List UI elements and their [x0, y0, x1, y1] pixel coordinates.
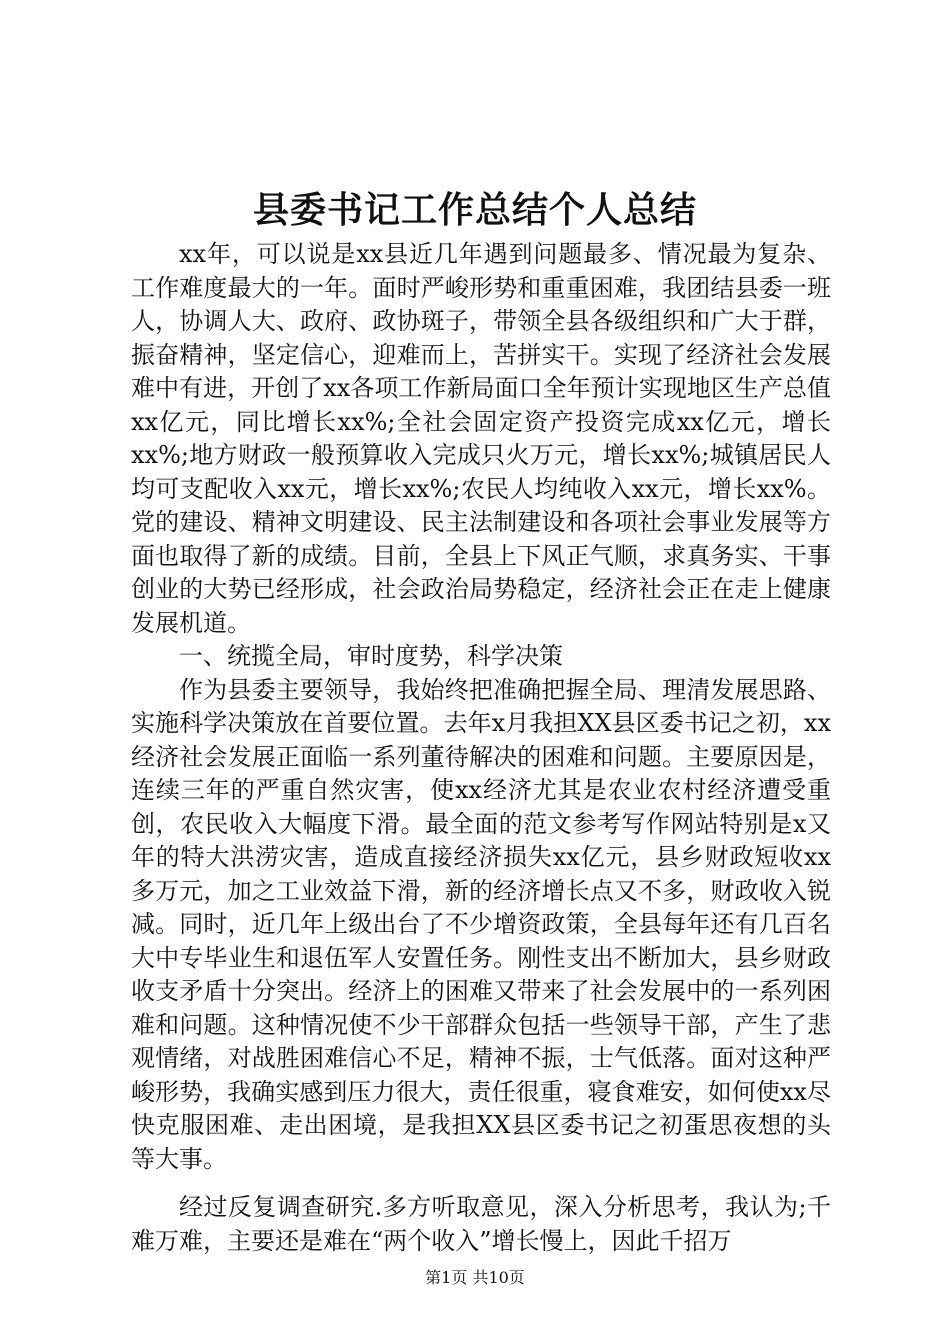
page-number-footer: 第1页 共10页: [425, 1268, 525, 1287]
paragraph-section-1: 作为县委主要领导，我始终把准确把握全局、理清发展思路、实施科学决策放在首要位置。去年x月我担XX县区委书记之初，xx经济社会发展正面临一系列董待解决的困难和问题。主要原因是，连续三年的严重自然灾害，使xx经济尤其是农业农村经济遭受重创，农民收入大幅度下滑。最全面的范文参考写作网站特别是x又年的特大洪涝灾害，造成直接经济损失xx亿元，县乡财政短收xx多万元，加之工业效益下滑，新的经济增长点又不多，财政收入锐减。同时，近几年上级出台了不少增资政策，全县每年还有几百名大中专毕业生和退伍军人安置任务。刚性支出不断加大，县乡财政收支矛盾十分突出。经济上的困难又带来了社会发展中的一系列困难和问题。这种情况使不少干部群众包括一些领导干部，产生了悲观情绪，对战胜困难信心不足，精神不振，士气低落。面对这种严峻形势，我确实感到压力很大，责任很重，寝食难安，如何使xx尽快克服困难、走出困境，是我担XX县区委书记之初蛋思夜想的头等大事。: [131, 675, 831, 1173]
paragraph-continued: 经过反复调查研究.多方听取意见，深入分析思考，我认为;千难万难，主要还是难在“两个收入”增长慢上，因此千招万: [131, 1193, 831, 1255]
document-title: 县委书记工作总结个人总结: [252, 189, 697, 231]
paragraph-intro: xx年，可以说是xx县近几年遇到问题最多、情况最为复杂、工作难度最大的一年。面时严峻形势和重重困难，我团结县委一班人，协调人大、政府、政协斑子，带领全县各级组织和广大于群，振奋精神，坚定信心，迎难而上，苦拼实干。实现了经济社会发展难中有进，开创了xx各项工作新局面口全年预计实现地区生产总值xx亿元，同比增长xx%;全社会固定资产投资完成xx亿元，增长xx%;地方财政一般预算收入完成只火万元，增长xx%;城镇居民人均可支配收入xx元，增长xx%;农民人均纯收入xx元，增长xx%。党的建设、精神文明建设、民主法制建设和各项社会事业发展等方面也取得了新的成绩。目前，全县上下风正气顺，求真务实、干事创业的大势已经形成，社会政治局势稳定，经济社会正在走上健康发展机道。: [131, 240, 831, 637]
section-heading-1: 一、统揽全局，审时度势，科学决策: [179, 642, 563, 670]
document-body: [131, 238, 831, 1258]
